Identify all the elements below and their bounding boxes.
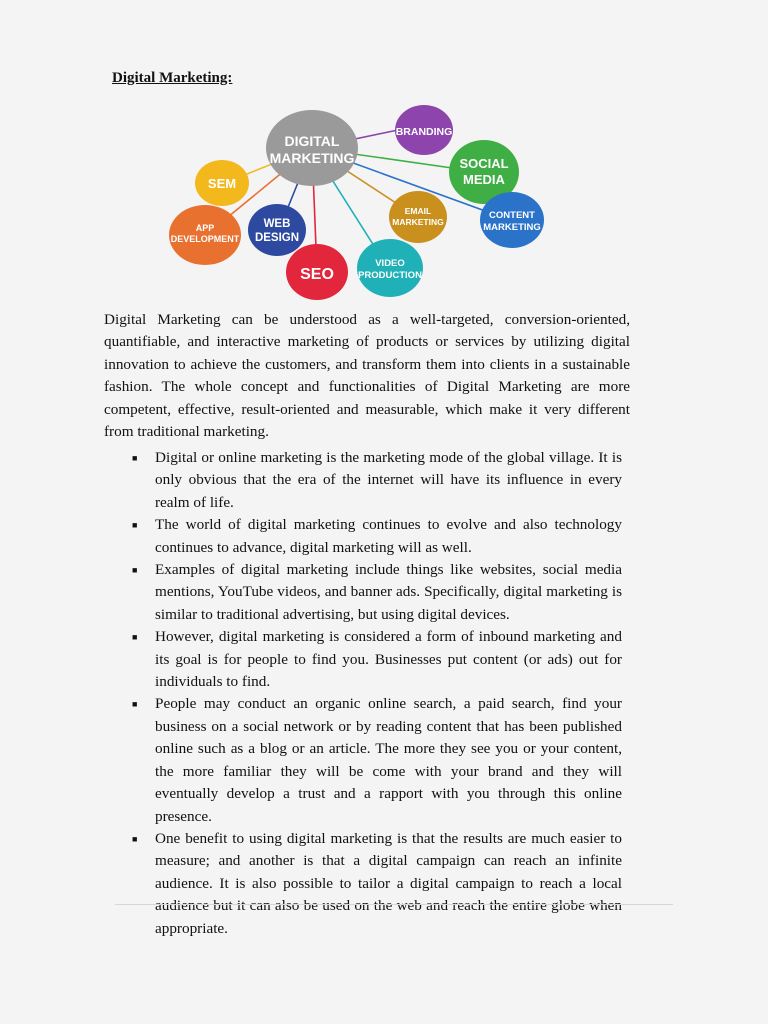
list-item-text: Examples of digital marketing include things like websites, social media mentions, YouTube videos, and banner ads. Specifically, digital marketing is similar to traditional advertising, but using digital devices. bbox=[155, 561, 622, 623]
node-web-design bbox=[248, 204, 306, 256]
node-center-label-2: MARKETING bbox=[269, 150, 355, 166]
bullet-marker: ■ bbox=[132, 699, 138, 710]
bullet-marker: ■ bbox=[132, 520, 138, 531]
node-web-design-circle bbox=[248, 204, 306, 256]
bullet-list bbox=[132, 447, 622, 940]
node-content-marketing-label-1: CONTENT bbox=[489, 210, 535, 221]
node-app-development bbox=[169, 205, 241, 265]
node-email-marketing bbox=[389, 191, 447, 243]
list-item bbox=[132, 514, 622, 559]
list-item bbox=[132, 559, 622, 626]
node-center-label-1: DIGITAL bbox=[284, 133, 340, 149]
list-item-text: However, digital marketing is considered a form of inbound marketing and its goal is for people to find you. Businesses put content (or ads) out for individuals to find. bbox=[155, 628, 622, 691]
node-app-development-label-1: APP bbox=[195, 223, 215, 233]
diagram-svg bbox=[160, 100, 550, 305]
node-web-design-label-2: DESIGN bbox=[254, 232, 300, 244]
node-video-production-label-1: VIDEO bbox=[375, 258, 405, 269]
page-heading: Digital Marketing: bbox=[112, 70, 233, 86]
node-app-development-label-2: DEVELOPMENT bbox=[170, 234, 240, 244]
node-social-media-label-1: SOCIAL bbox=[459, 156, 509, 171]
digital-marketing-diagram bbox=[160, 100, 550, 305]
node-content-marketing bbox=[480, 192, 544, 248]
node-branding-label: BRANDING bbox=[395, 126, 453, 138]
bullet-marker: ■ bbox=[132, 833, 138, 844]
node-email-marketing-label-2: MARKETING bbox=[392, 217, 444, 227]
node-web-design-label-1: WEB bbox=[263, 218, 291, 230]
node-email-marketing-label-1: EMAIL bbox=[404, 206, 432, 216]
bullet-marker: ■ bbox=[132, 632, 138, 643]
list-item-text: One benefit to using digital marketing is that the results are much easier to measure; and another is that a digital campaign can reach an infinite audience. It is also possible to tailor a digital campaign to reach a local audience but it can also be used on the web and reach the entire globe when appropriate. bbox=[155, 829, 622, 937]
node-seo bbox=[286, 244, 348, 300]
node-content-marketing-label-2: MARKETING bbox=[483, 222, 541, 233]
node-center bbox=[266, 110, 358, 186]
node-video-production-label-2: PRODUCTION bbox=[358, 270, 422, 281]
list-item bbox=[132, 828, 622, 940]
list-item-text: Digital or online marketing is the marketing mode of the global village. It is only obvious that the era of the internet will have its influence in every realm of life. bbox=[155, 449, 622, 511]
bullet-marker: ■ bbox=[132, 453, 138, 463]
list-item bbox=[132, 693, 622, 827]
node-sem bbox=[195, 160, 249, 206]
list-item-text: People may conduct an organic online search, a paid search, find your business on a social network or by reading content that has been published online such as a blog or an article. The more they see you or your content, the more familiar they will be come with your brand and they will eventually develop a trust and a rapport with you through this online presence. bbox=[155, 695, 622, 825]
list-item-text: The world of digital marketing continues to evolve and also technology continues to advance, digital marketing will as well. bbox=[155, 516, 622, 556]
node-sem-label: SEM bbox=[207, 176, 237, 191]
node-branding bbox=[395, 105, 453, 155]
page-divider bbox=[115, 904, 673, 905]
intro-paragraph: Digital Marketing can be understood as a well-targeted, conversion-oriented, quantifiable, and interactive marketing of products or services by utilizing digital innovation to achieve the customers, and transform them into clients in a sustainable fashion. The whole concept and functionalities of Digital Marketing are more competent, effective, result-oriented and measurable, which make it very different from traditional marketing. bbox=[104, 311, 630, 441]
bullet-marker: ■ bbox=[132, 565, 138, 576]
node-video-production bbox=[357, 239, 423, 297]
node-social-media-label-2: MEDIA bbox=[463, 172, 505, 187]
list-item bbox=[132, 626, 622, 693]
node-seo-label: SEO bbox=[300, 266, 334, 283]
list-item bbox=[132, 447, 622, 514]
